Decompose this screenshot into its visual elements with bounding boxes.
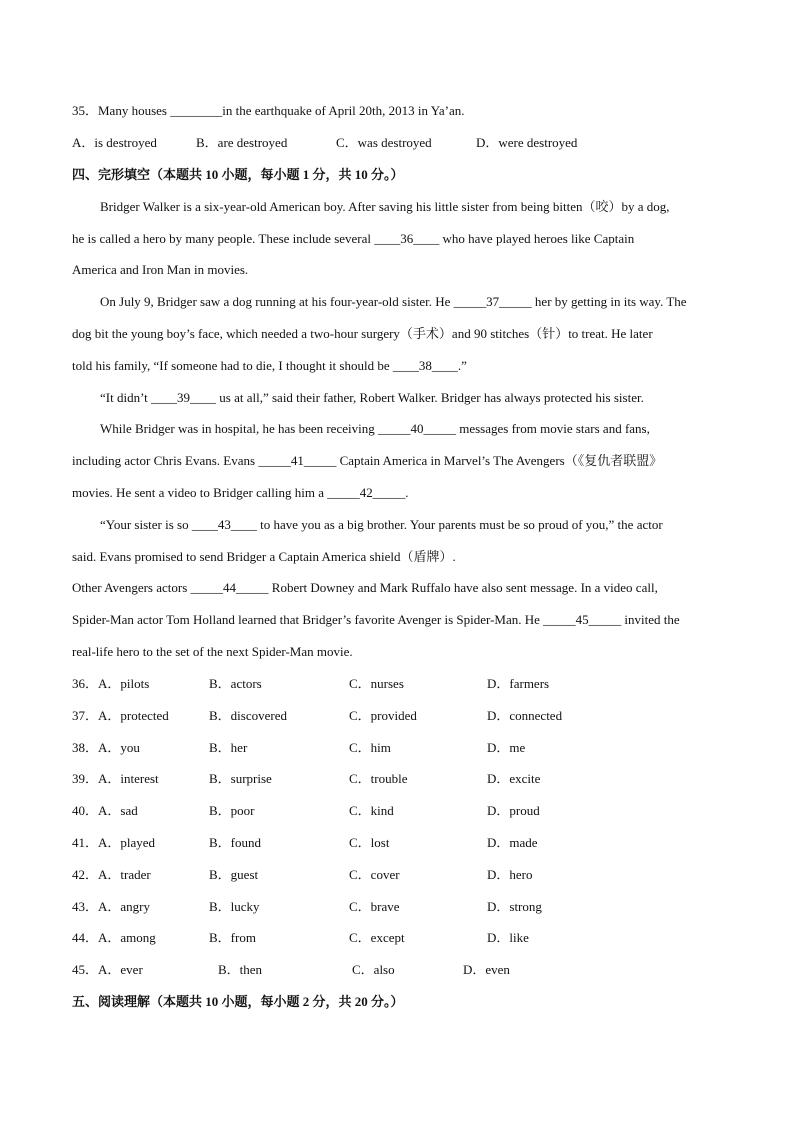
choice-row-37: [72, 708, 169, 724]
passage-line: including actor Chris Evans. Evans _____41_____ Captain America in Marvel’s The Avengers（《复仇者联盟》: [72, 453, 663, 468]
choice-option-d: D．proud: [487, 803, 540, 819]
blank-43: ____43____: [191, 517, 257, 532]
choice-number: 44．: [72, 930, 99, 946]
passage-line: Bridger Walker is a six-year-old American boy. After saving his little sister from being bitten（咬）by a dog,: [100, 199, 670, 214]
choice-option-a: A．angry: [98, 898, 151, 914]
choice-option-b: B．actors: [209, 676, 262, 691]
choice-option-d: D．strong: [487, 898, 542, 914]
passage-line: “It didn’t ____39____ us at all,” said their father, Robert Walker. Bridger has always protected his sister.: [100, 390, 644, 405]
choice-option-a: A．interest: [98, 771, 159, 787]
blank-38: ____38____: [392, 358, 458, 373]
passage-line: told his family, “If someone had to die, I thought it should be ____38____.”: [72, 358, 467, 373]
choice-option-d: D．farmers: [487, 676, 550, 691]
choice-option-c: C．cover: [349, 866, 400, 882]
blank-37: _____37_____: [453, 294, 532, 309]
choice-option-a: A．you: [98, 739, 140, 755]
choice-option-a: A．sad: [98, 803, 138, 819]
passage-line: On July 9, Bridger saw a dog running at his four-year-old sister. He _____37_____ her by getting in its way. The: [100, 294, 687, 309]
blank-45: _____45_____: [543, 612, 622, 627]
choice-number: 39．: [72, 771, 99, 787]
choice-option-b: B．surprise: [209, 771, 272, 787]
question-35-stem-end: in the earthquake of April 20th, 2013 in Ya’an.: [222, 103, 465, 118]
choice-row-36: [72, 676, 149, 692]
choice-number: 36．: [72, 676, 99, 691]
choice-option-c: C．provided: [349, 707, 417, 723]
choice-option-d: D．even: [463, 962, 510, 978]
choice-option-d: D．like: [487, 930, 529, 946]
choice-option-b: B．from: [209, 930, 256, 946]
blank-39: ____39____: [151, 390, 217, 405]
q35-option-b: B．are destroyed: [196, 135, 288, 150]
choice-option-c: C．nurses: [349, 676, 404, 691]
choice-option-d: D．hero: [487, 866, 533, 882]
choice-number: 42．: [72, 866, 99, 882]
choice-option-a: A．played: [98, 835, 156, 850]
q35-option-d: D．were destroyed: [476, 135, 578, 150]
choice-option-b: B．her: [209, 739, 248, 755]
choice-row-43: [72, 899, 150, 915]
choice-option-a: A．protected: [98, 707, 169, 723]
choice-row-38: [72, 740, 140, 756]
choice-option-b: B．found: [209, 835, 262, 850]
choice-option-d: D．made: [487, 835, 538, 850]
q35-option-c: C．was destroyed: [336, 135, 432, 150]
choice-number: 40．: [72, 803, 99, 819]
passage-line: said. Evans promised to send Bridger a Captain America shield（盾牌）.: [72, 549, 456, 564]
passage-line: movies. He sent a video to Bridger calling him a _____42_____.: [72, 485, 409, 500]
choice-row-45: [72, 962, 143, 978]
choice-number: 43．: [72, 898, 99, 914]
choice-option-a: A．ever: [98, 962, 143, 978]
question-35-blank: ________: [170, 103, 223, 118]
choice-option-d: D．me: [487, 739, 526, 755]
section-5-heading: 五、阅读理解（本题共 10 小题，每小题 2 分，共 20 分。）: [72, 994, 404, 1009]
passage-line: real-life hero to the set of the next Spider-Man movie.: [72, 644, 353, 659]
choice-number: 41．: [72, 835, 99, 850]
choice-row-41: [72, 835, 155, 851]
choice-option-a: A．among: [98, 930, 156, 946]
blank-40: _____40_____: [377, 421, 456, 436]
blank-44: _____44_____: [190, 580, 269, 595]
passage-line: he is called a hero by many people. These include several ____36____ who have played heroes like Captain: [72, 231, 635, 246]
passage-line: dog bit the young boy’s face, which needed a two-hour surgery（手术）and 90 stitches（针）to treat. He later: [72, 326, 653, 341]
choice-option-d: D．excite: [487, 771, 541, 787]
choice-row-39: [72, 771, 159, 787]
choice-option-c: C．lost: [349, 835, 390, 850]
choice-option-c: C．him: [349, 739, 391, 755]
blank-36: ____36____: [374, 231, 440, 246]
choice-option-b: B．poor: [209, 803, 255, 819]
choice-option-c: C．kind: [349, 803, 394, 819]
choice-option-b: B．guest: [209, 866, 259, 882]
choice-number: 45．: [72, 962, 99, 978]
passage-line: Other Avengers actors _____44_____ Robert Downey and Mark Ruffalo have also sent message. In a video call,: [72, 580, 658, 595]
q35-option-a: A．is destroyed: [72, 135, 157, 150]
choice-option-c: C．except: [349, 930, 405, 946]
passage-line: While Bridger was in hospital, he has been receiving _____40_____ messages from movie stars and fans,: [100, 421, 650, 436]
passage-line: America and Iron Man in movies.: [72, 262, 249, 277]
question-35: [72, 103, 464, 119]
choice-option-c: C．trouble: [349, 771, 408, 787]
choice-row-44: [72, 930, 156, 946]
passage-line: Spider-Man actor Tom Holland learned that Bridger’s favorite Avenger is Spider-Man. He _____45_____ invited the: [72, 612, 680, 627]
choice-option-d: D．connected: [487, 707, 563, 723]
choice-option-b: B．lucky: [209, 898, 260, 914]
passage-line: “Your sister is so ____43____ to have you as a big brother. Your parents must be so proud of you,” the actor: [100, 517, 663, 532]
blank-42: _____42_____: [327, 485, 406, 500]
choice-number: 37．: [72, 707, 99, 723]
blank-41: _____41_____: [258, 453, 337, 468]
question-35-stem: 35．Many houses: [72, 103, 171, 118]
choice-option-a: A．pilots: [98, 676, 150, 691]
choice-number: 38．: [72, 739, 99, 755]
choice-option-c: C．brave: [349, 898, 400, 914]
section-4-heading: 四、完形填空（本题共 10 小题，每小题 1 分，共 10 分。）: [72, 167, 404, 182]
choice-option-c: C．also: [352, 962, 395, 978]
choice-option-a: A．trader: [98, 866, 151, 882]
choice-row-42: [72, 867, 151, 883]
choice-row-40: [72, 803, 138, 819]
choice-option-b: B．discovered: [209, 707, 287, 723]
choice-option-b: B．then: [218, 962, 263, 978]
